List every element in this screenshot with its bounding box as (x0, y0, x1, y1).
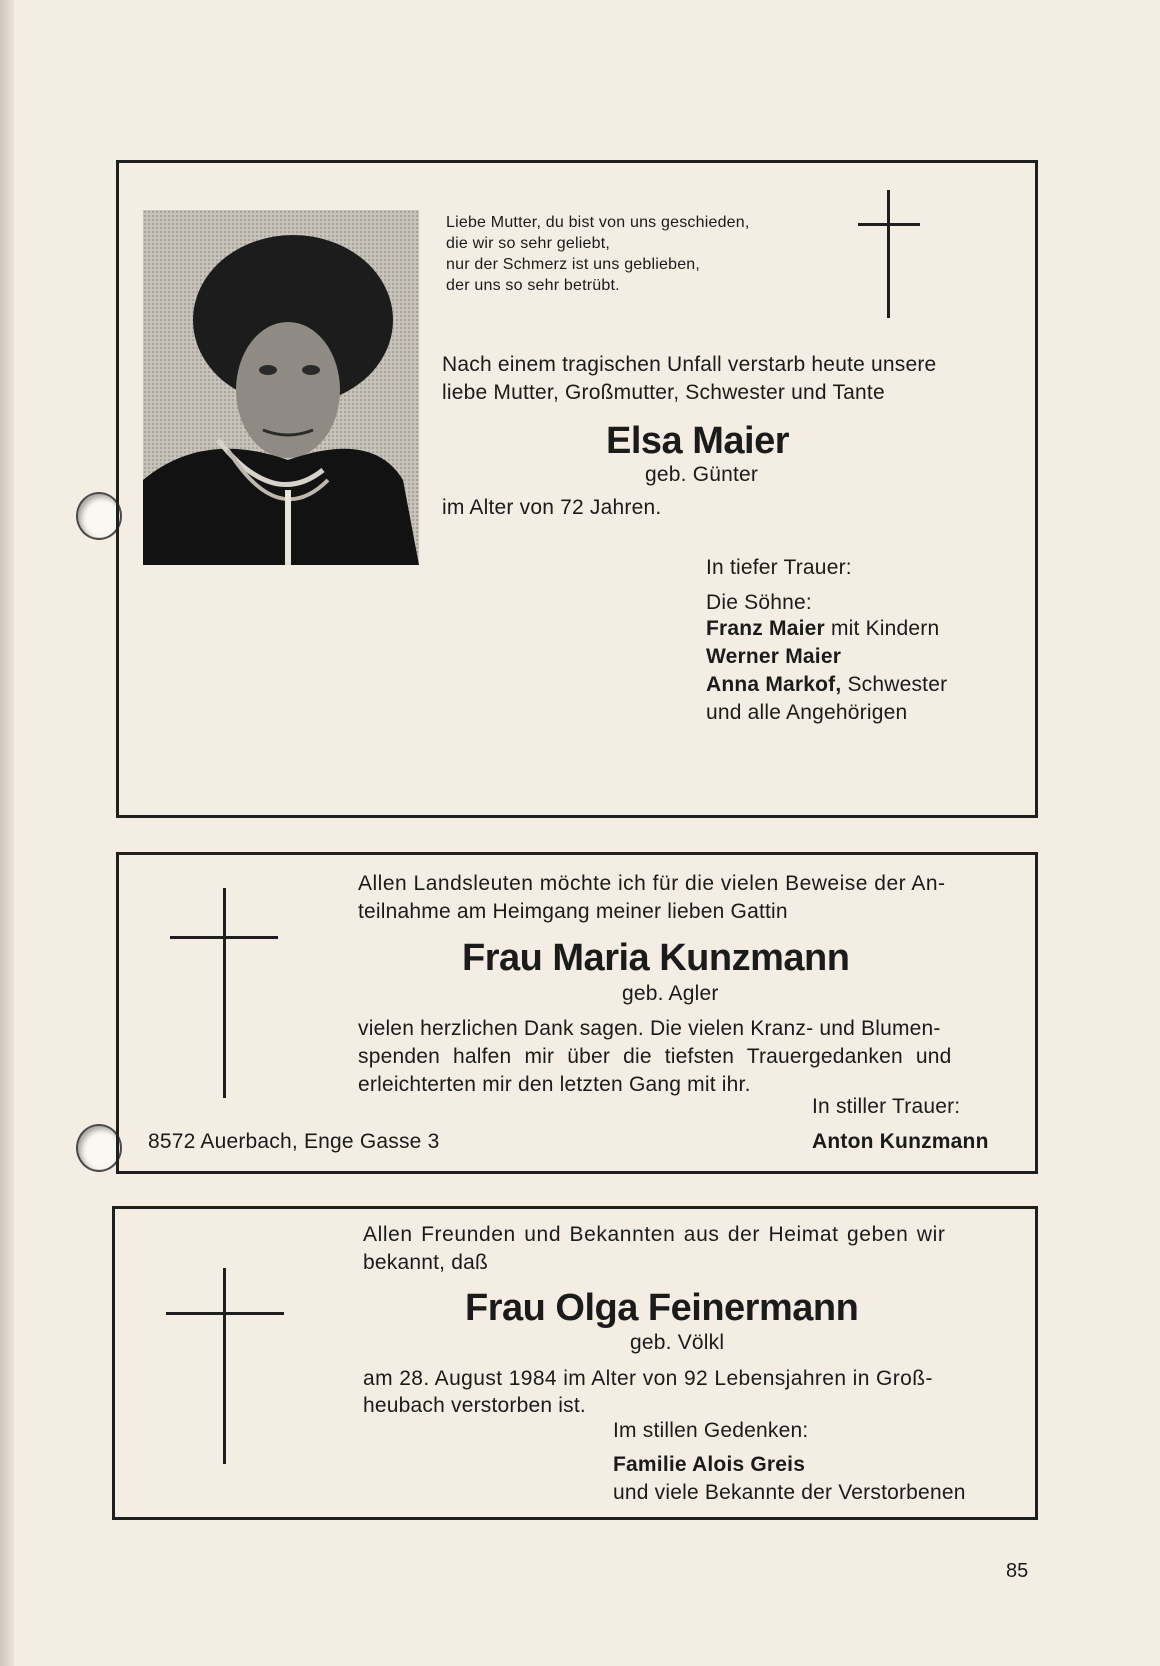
mourning-heading: Im stillen Gedenken: (613, 1419, 809, 1442)
mourner-name: Anna Markof, (706, 673, 842, 696)
deceased-name: Elsa Maier (606, 420, 789, 462)
maiden-name: geb. Günter (645, 463, 759, 486)
relatives-line: und alle Angehörigen (706, 701, 908, 724)
cross-icon (858, 190, 920, 318)
mourning-heading: In stiller Trauer: (812, 1095, 961, 1118)
intro-line-2: liebe Mutter, Großmutter, Schwester und Tante (442, 381, 885, 404)
maiden-name: geb. Agler (622, 982, 719, 1005)
mourner-name: Werner Maier (706, 645, 842, 668)
poem-line-1: Liebe Mutter, du bist von uns geschieden, (446, 214, 750, 231)
mourner-line-1 (706, 615, 939, 643)
signer-detail: und viele Bekannte der Verstorbenen (613, 1481, 966, 1504)
signer-name: Familie Alois Greis (613, 1453, 806, 1476)
notice3-line-4: heubach verstorben ist. (363, 1394, 586, 1417)
mourner-detail: mit Kindern (824, 617, 940, 640)
page-number: 85 (1006, 1560, 1029, 1582)
notice2-line-1: Allen Landsleuten möchte ich für die vielen Beweise der An- (358, 872, 946, 895)
maiden-name: geb. Völkl (630, 1331, 725, 1354)
cross-icon (170, 888, 278, 1098)
notice2-line-5: erleichterten mir den letzten Gang mit ihr. (358, 1073, 751, 1096)
mourner-detail: Schwester (841, 673, 948, 696)
cross-icon (166, 1268, 284, 1464)
age-text: im Alter von 72 Jahren. (442, 496, 662, 519)
mourner-name: Franz Maier (706, 617, 825, 640)
deceased-name: Frau Maria Kunzmann (462, 937, 850, 979)
sons-label: Die Söhne: (706, 591, 812, 614)
deceased-name: Frau Olga Feinermann (465, 1287, 859, 1329)
mourner-line-3 (706, 671, 947, 699)
portrait-photo (143, 210, 419, 565)
poem-line-3: nur der Schmerz ist uns geblieben, (446, 256, 701, 273)
notice2-line-4: spenden halfen mir über die tiefsten Trauergedanken und (358, 1045, 952, 1068)
intro-line-1: Nach einem tragischen Unfall verstarb heute unsere (442, 353, 937, 376)
mourning-heading: In tiefer Trauer: (706, 556, 852, 579)
notice2-line-3: vielen herzlichen Dank sagen. Die vielen Kranz- und Blumen- (358, 1017, 941, 1040)
notice3-line-2: bekannt, daß (363, 1251, 488, 1274)
signer-name: Anton Kunzmann (812, 1130, 989, 1153)
poem-line-2: die wir so sehr geliebt, (446, 235, 610, 252)
mourner-line-2 (706, 643, 841, 671)
page-binding-edge (0, 0, 14, 1666)
address: 8572 Auerbach, Enge Gasse 3 (148, 1130, 440, 1153)
notice2-line-2: teilnahme am Heimgang meiner lieben Gattin (358, 900, 788, 923)
poem-line-4: der uns so sehr betrübt. (446, 277, 620, 294)
portrait-illustration (143, 210, 419, 565)
notice3-line-3: am 28. August 1984 im Alter von 92 Lebensjahren in Groß- (363, 1367, 933, 1390)
notice3-line-1: Allen Freunden und Bekannten aus der Heimat geben wir (363, 1223, 946, 1246)
